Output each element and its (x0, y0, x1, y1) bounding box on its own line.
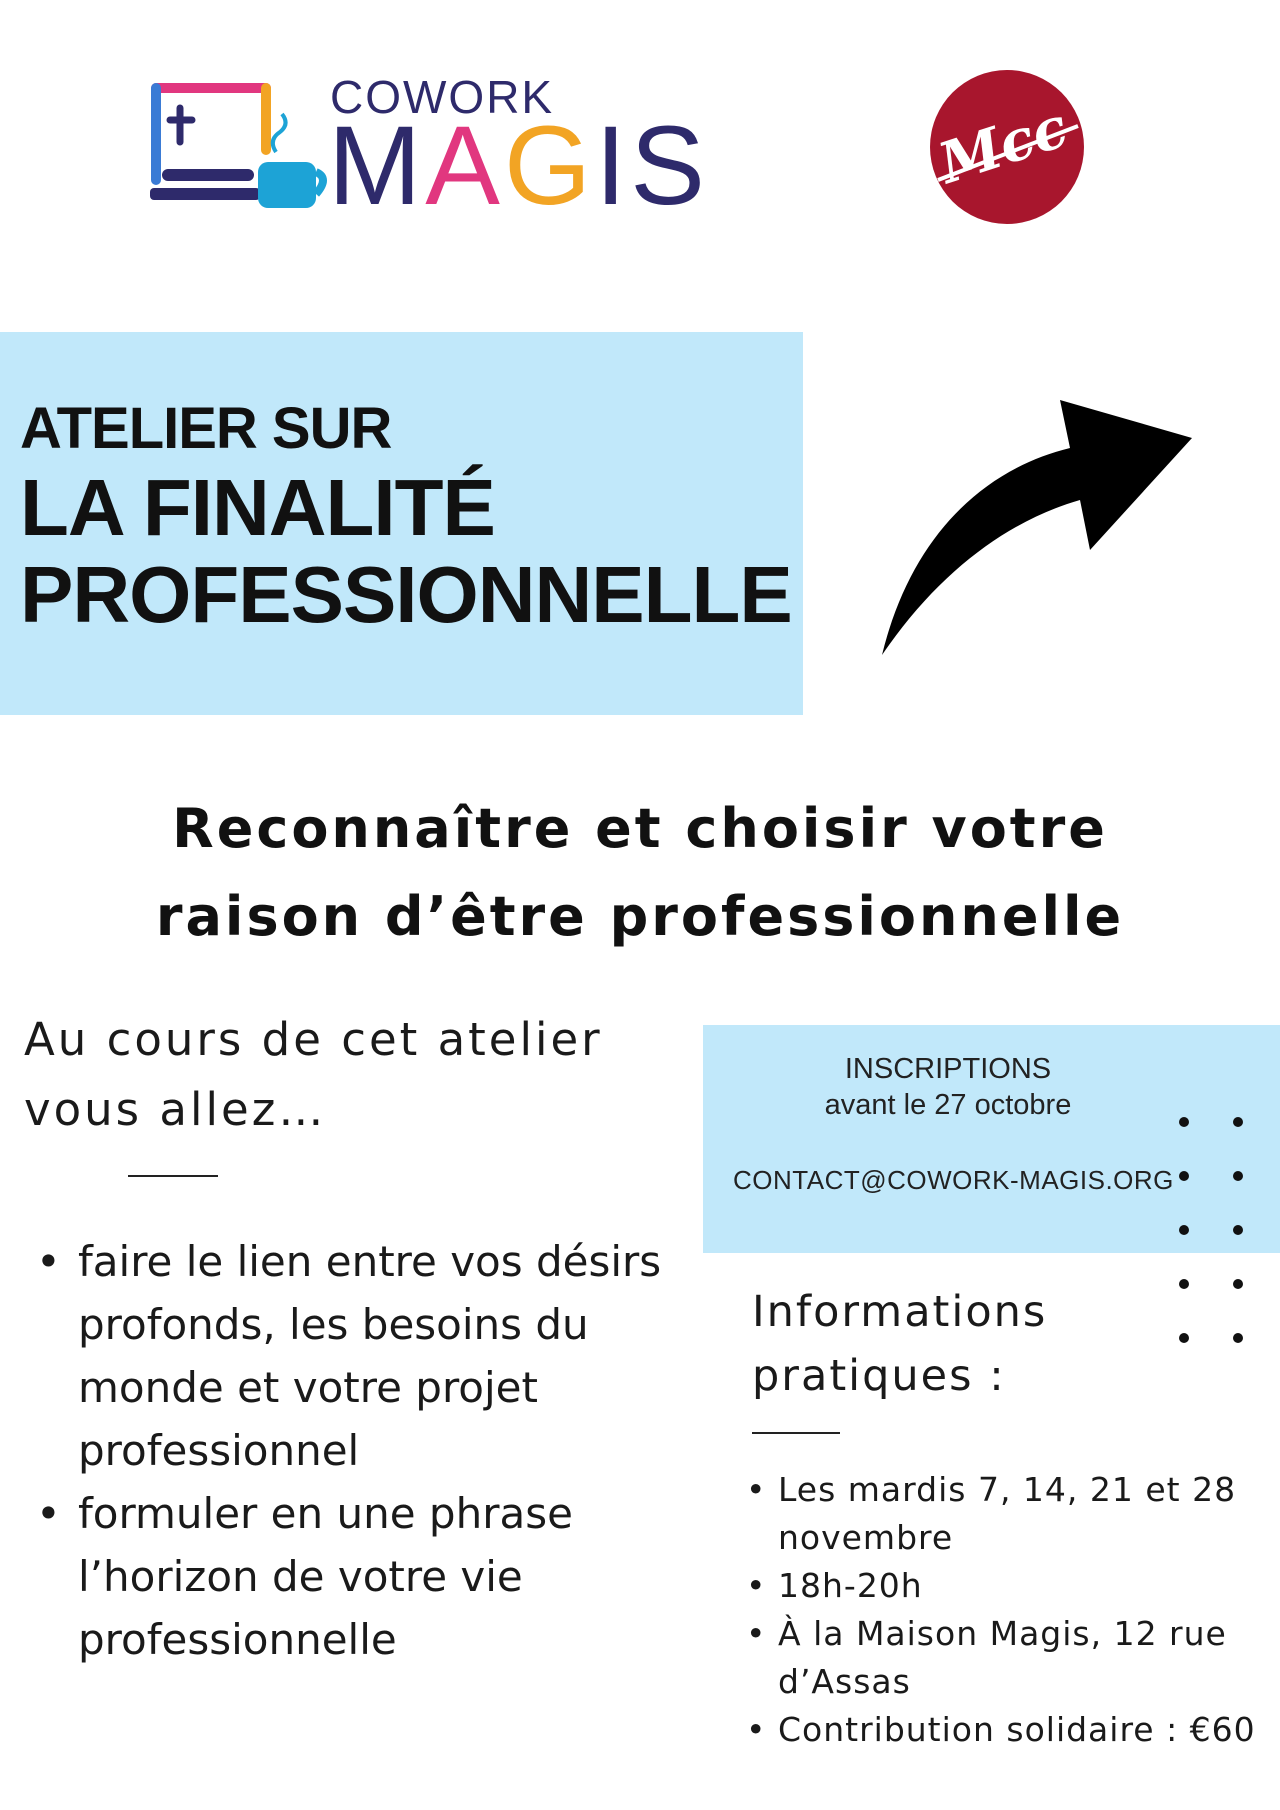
registration-deadline: avant le 27 octobre (824, 1089, 1072, 1121)
registration-title: INSCRIPTIONS (844, 1053, 1052, 1085)
logo-letter: G (504, 103, 596, 228)
contact-email: CONTACT@COWORK-MAGIS.ORG (733, 1165, 1174, 1195)
logo-wordmark-cowork: COWORK (330, 71, 555, 123)
mcc-logo-icon (928, 68, 1086, 226)
list-item: • Les mardis 7, 14, 21 et 28 novembre (742, 1466, 1272, 1562)
intro-line-1: Au cours de cet atelier (24, 1013, 603, 1066)
list-item: • Contribution solidaire : €60 (742, 1706, 1272, 1754)
logo-letter: M (328, 103, 426, 228)
subtitle (0, 785, 1280, 961)
divider (752, 1432, 840, 1434)
list-item: • 18h-20h (742, 1562, 1272, 1610)
practical-title-line-1: Informations (752, 1287, 1048, 1337)
dots-decoration-icon (1170, 1112, 1250, 1352)
cowork-magis-logo-icon (148, 80, 328, 218)
list-item: • faire le lien entre vos désirs profonds, les besoins du monde et votre projet professionnel (30, 1230, 670, 1482)
divider (128, 1175, 218, 1177)
svg-text:Mcc: Mcc (931, 93, 1076, 197)
title-line-3: PROFESSIONNELLE (20, 550, 792, 639)
practical-info-list (742, 1466, 1272, 1754)
logo-wordmark-magis (328, 103, 709, 228)
curved-arrow-icon (870, 360, 1200, 670)
logo-letter: I (595, 103, 631, 228)
list-item: • À la Maison Magis, 12 rue d’Assas (742, 1610, 1272, 1706)
list-item: • formuler en une phrase l’horizon de votre vie professionnelle (30, 1482, 670, 1671)
logo-letter: A (425, 103, 504, 228)
subtitle-line-2: raison d’être professionnelle (155, 885, 1125, 948)
title-line-2: LA FINALITÉ (20, 463, 495, 552)
logo-letter: S (630, 103, 709, 228)
practical-title-line-2: pratiques : (752, 1351, 1006, 1401)
practical-info-title (752, 1280, 1047, 1408)
title-line-1: ATELIER SUR (20, 396, 392, 461)
subtitle-line-1: Reconnaître et choisir votre (172, 797, 1108, 860)
intro-text (24, 1005, 603, 1145)
goals-list (30, 1230, 670, 1671)
intro-line-2: vous allez… (24, 1083, 327, 1136)
